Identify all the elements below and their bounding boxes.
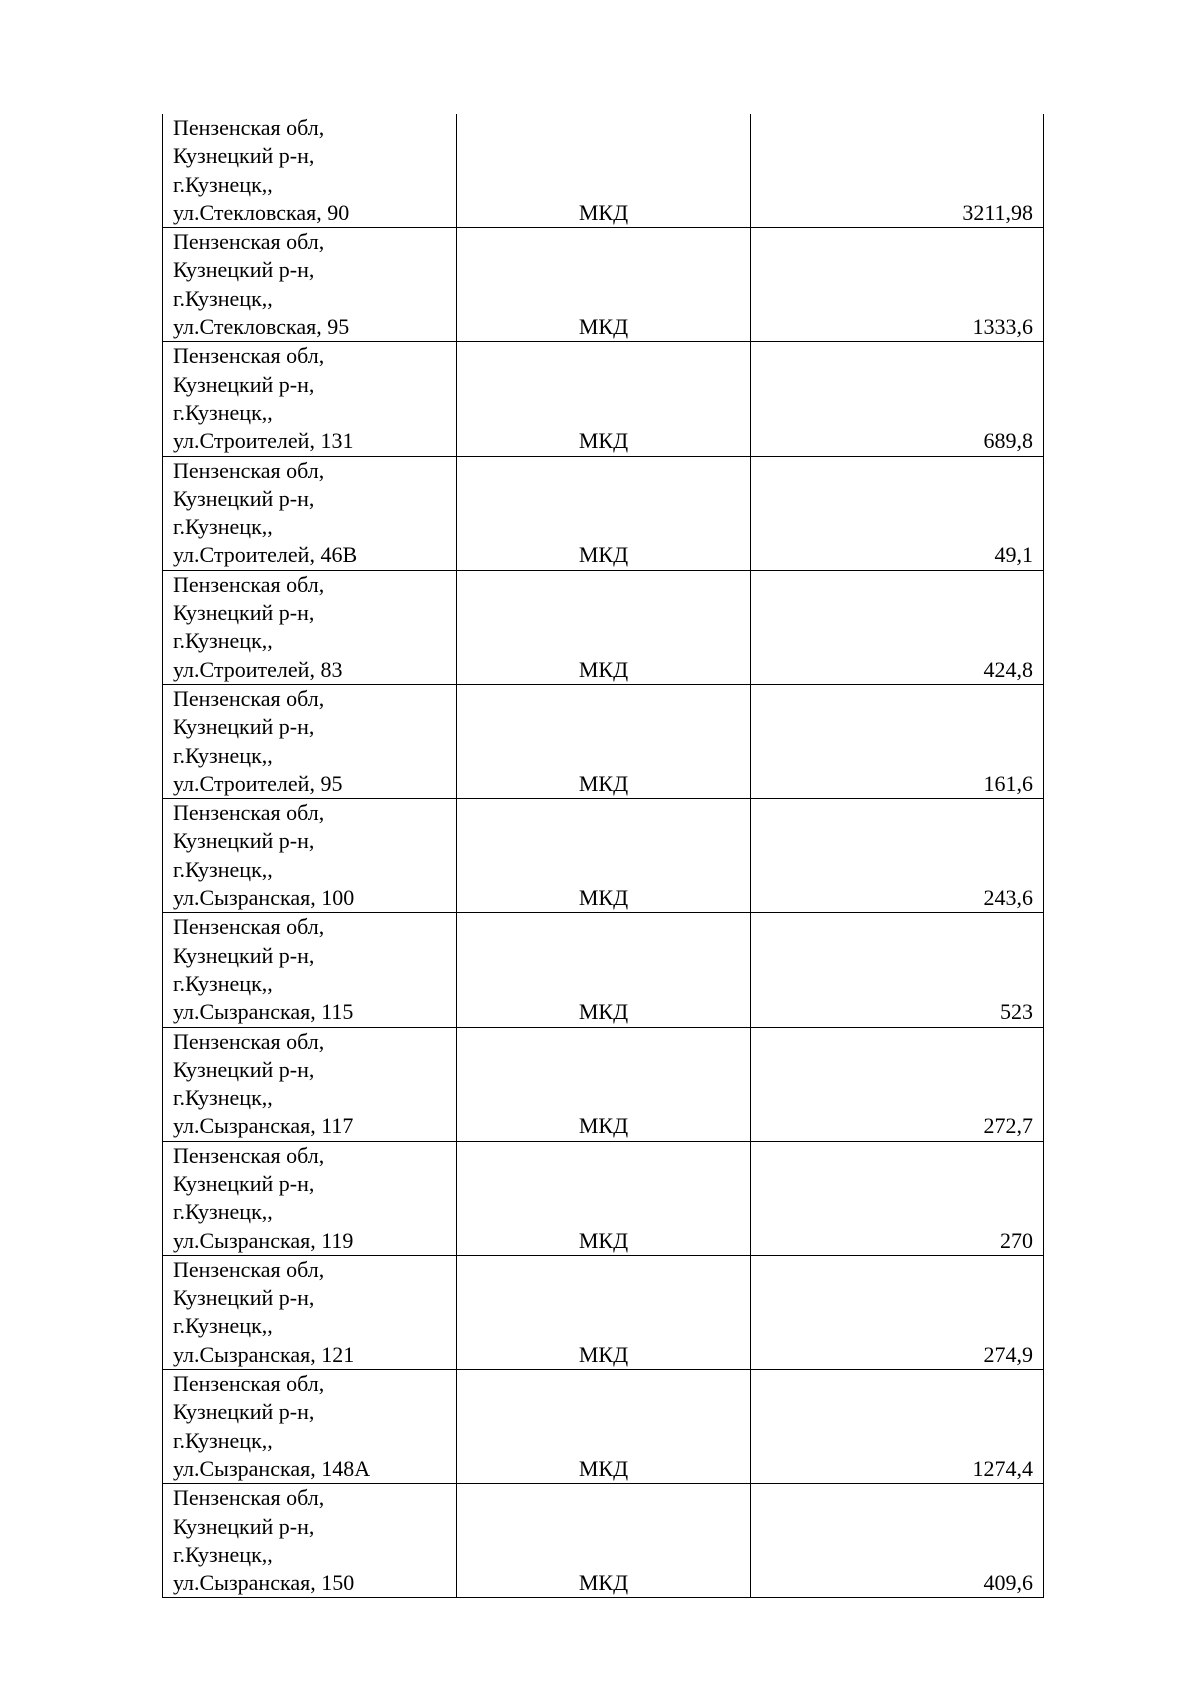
address-line: Кузнецкий р-н, (173, 600, 315, 626)
building-type-cell: МКД (457, 570, 751, 684)
address-line: Кузнецкий р-н, (173, 1170, 315, 1196)
address-line: Пензенская обл, (173, 1028, 325, 1054)
area-cell: 689,8 (751, 342, 1044, 456)
address-cell (163, 799, 457, 913)
address-cell (163, 456, 457, 570)
address-line: Кузнецкий р-н, (173, 828, 315, 854)
address-cell (163, 684, 457, 798)
address-line: Пензенская обл, (173, 571, 325, 597)
area-cell: 272,7 (751, 1027, 1044, 1141)
address-line: г.Кузнецк,, (173, 399, 273, 425)
address-line: ул.Сызранская, 117 (173, 1113, 354, 1139)
address-cell (163, 342, 457, 456)
table-row (163, 913, 1044, 1027)
address-line: г.Кузнецк,, (173, 1199, 273, 1225)
address-line: г.Кузнецк,, (173, 171, 273, 197)
address-line: Кузнецкий р-н, (173, 257, 315, 283)
table-row (163, 342, 1044, 456)
address-line: Кузнецкий р-н, (173, 371, 315, 397)
address-line: Пензенская обл, (173, 1142, 325, 1168)
address-cell (163, 114, 457, 228)
address-line: ул.Сызранская, 121 (173, 1341, 355, 1367)
building-type-cell: МКД (457, 228, 751, 342)
table-row (163, 1370, 1044, 1484)
area-cell: 409,6 (751, 1484, 1044, 1598)
building-type-cell: МКД (457, 1370, 751, 1484)
area-cell: 270 (751, 1141, 1044, 1255)
table-row (163, 1027, 1044, 1141)
address-line: ул.Строителей, 46В (173, 542, 358, 568)
building-type-cell: МКД (457, 1255, 751, 1369)
building-type-cell: МКД (457, 799, 751, 913)
address-line: ул.Сызранская, 148А (173, 1455, 371, 1481)
area-cell: 1333,6 (751, 228, 1044, 342)
building-type-cell: МКД (457, 456, 751, 570)
table-row (163, 684, 1044, 798)
table-row (163, 1141, 1044, 1255)
address-line: г.Кузнецк,, (173, 1427, 273, 1453)
address-line: ул.Строителей, 83 (173, 656, 343, 682)
address-line: г.Кузнецк,, (173, 1085, 273, 1111)
building-type-cell: МКД (457, 684, 751, 798)
area-cell: 49,1 (751, 456, 1044, 570)
address-line: г.Кузнецк,, (173, 514, 273, 540)
address-line: Кузнецкий р-н, (173, 143, 315, 169)
area-cell: 243,6 (751, 799, 1044, 913)
address-line: ул.Сызранская, 115 (173, 999, 354, 1025)
address-line: ул.Стекловская, 90 (173, 199, 350, 225)
table-row (163, 1255, 1044, 1369)
table-row (163, 228, 1044, 342)
table-row (163, 570, 1044, 684)
address-line: г.Кузнецк,, (173, 285, 273, 311)
address-line: Пензенская обл, (173, 1371, 325, 1397)
address-cell (163, 1027, 457, 1141)
address-line: Пензенская обл, (173, 914, 325, 940)
building-type-cell: МКД (457, 114, 751, 228)
address-line: ул.Стекловская, 95 (173, 314, 350, 340)
address-line: г.Кузнецк,, (173, 1313, 273, 1339)
address-line: Пензенская обл, (173, 457, 325, 483)
address-cell (163, 228, 457, 342)
table-row (163, 456, 1044, 570)
address-cell (163, 1370, 457, 1484)
table-row (163, 799, 1044, 913)
table-row (163, 114, 1044, 228)
building-type-cell: МКД (457, 342, 751, 456)
address-line: Пензенская обл, (173, 229, 325, 255)
address-line: Кузнецкий р-н, (173, 942, 315, 968)
building-type-cell: МКД (457, 913, 751, 1027)
address-cell (163, 1255, 457, 1369)
address-line: Пензенская обл, (173, 685, 325, 711)
area-cell: 424,8 (751, 570, 1044, 684)
address-line: Кузнецкий р-н, (173, 714, 315, 740)
address-line: ул.Сызранская, 119 (173, 1227, 354, 1253)
address-line: Пензенская обл, (173, 800, 325, 826)
table-row (163, 1484, 1044, 1598)
address-line: г.Кузнецк,, (173, 628, 273, 654)
area-cell: 523 (751, 913, 1044, 1027)
address-cell (163, 1484, 457, 1598)
address-line: г.Кузнецк,, (173, 970, 273, 996)
address-line: г.Кузнецк,, (173, 856, 273, 882)
address-line: г.Кузнецк,, (173, 742, 273, 768)
area-cell: 161,6 (751, 684, 1044, 798)
address-line: Кузнецкий р-н, (173, 1513, 315, 1539)
address-line: Пензенская обл, (173, 1256, 325, 1282)
address-line: г.Кузнецк,, (173, 1541, 273, 1567)
address-cell (163, 913, 457, 1027)
building-type-cell: МКД (457, 1141, 751, 1255)
address-cell (163, 570, 457, 684)
address-line: Кузнецкий р-н, (173, 1285, 315, 1311)
area-cell: 3211,98 (751, 114, 1044, 228)
address-line: Пензенская обл, (173, 115, 325, 140)
area-cell: 1274,4 (751, 1370, 1044, 1484)
area-cell: 274,9 (751, 1255, 1044, 1369)
building-type-cell: МКД (457, 1027, 751, 1141)
address-line: ул.Сызранская, 100 (173, 885, 355, 911)
address-cell (163, 1141, 457, 1255)
address-line: Кузнецкий р-н, (173, 1056, 315, 1082)
building-type-cell: МКД (457, 1484, 751, 1598)
address-line: ул.Строителей, 95 (173, 770, 343, 796)
address-line: ул.Сызранская, 150 (173, 1570, 355, 1596)
address-line: Кузнецкий р-н, (173, 485, 315, 511)
address-line: ул.Строителей, 131 (173, 428, 354, 454)
address-line: Пензенская обл, (173, 1485, 325, 1511)
buildings-table (162, 114, 1044, 1598)
address-line: Пензенская обл, (173, 343, 325, 369)
address-line: Кузнецкий р-н, (173, 1399, 315, 1425)
